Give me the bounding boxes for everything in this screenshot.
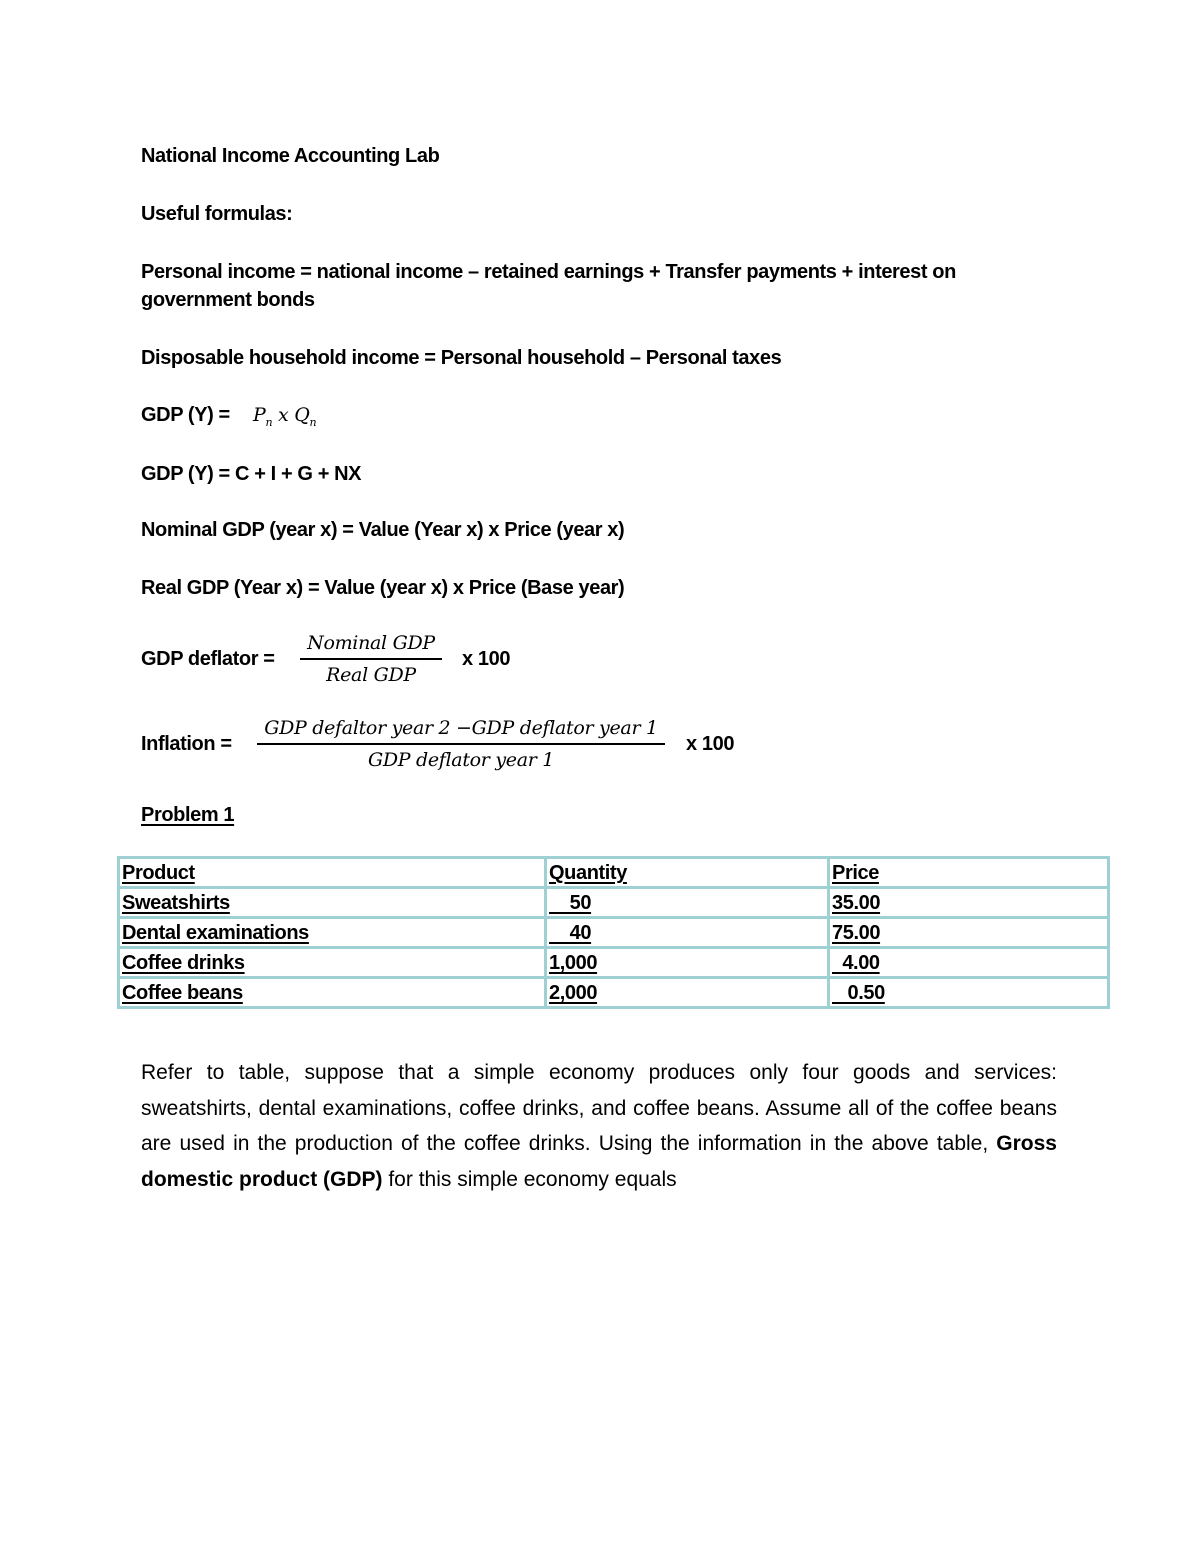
table-row xyxy=(119,948,1109,978)
table-cell xyxy=(546,978,829,1008)
problem-text-end: for this simple economy equals xyxy=(382,1167,677,1191)
table-cell xyxy=(119,978,546,1008)
table-cell xyxy=(119,948,546,978)
product-price: 0.50 xyxy=(832,982,885,1004)
header-cell xyxy=(546,858,829,888)
table-row xyxy=(119,918,1109,948)
nominal-gdp-formula: Nominal GDP (year x) = Value (Year x) x Price (year x) xyxy=(141,519,625,541)
header-price: Price xyxy=(832,862,879,884)
gdp-deflator-numerator: Nominal GDP xyxy=(307,632,435,654)
header-cell xyxy=(829,858,1109,888)
table-cell xyxy=(119,888,546,918)
products-table xyxy=(117,856,1110,1009)
table-cell xyxy=(546,948,829,978)
problem-text: Refer to table, suppose that a simple economy produces only four goods and services: sweatshirts, dental examinations, coffee drinks, and coffee beans. Assume all of the coffee beans are used in the production of the coffee drinks. Using the information in the above table, xyxy=(141,1061,1057,1155)
quantity-symbol: Q xyxy=(294,404,310,426)
problem-bold-term: Gross domestic product (GDP) xyxy=(141,1132,1057,1191)
product-quantity: 40 xyxy=(549,922,592,944)
quantity-subscript: n xyxy=(309,415,317,429)
page-title: National Income Accounting Lab xyxy=(141,145,440,167)
gdp-deflator-multiplier: x 100 xyxy=(462,648,511,670)
fraction-bar xyxy=(257,743,665,745)
table-cell xyxy=(829,888,1109,918)
price-symbol: P xyxy=(253,404,266,426)
inflation-denominator: GDP deflator year 1 xyxy=(367,749,555,771)
product-price: 75.00 xyxy=(832,922,881,944)
table-header-row xyxy=(119,858,1109,888)
gdp-deflator-fraction xyxy=(300,629,442,689)
personal-income-formula-line2: government bonds xyxy=(141,289,315,311)
useful-formulas-heading: Useful formulas: xyxy=(141,203,293,225)
real-gdp-formula: Real GDP (Year x) = Value (year x) x Price (Base year) xyxy=(141,577,625,599)
price-subscript: n xyxy=(265,415,273,429)
fraction-bar xyxy=(300,658,442,660)
table-cell xyxy=(829,918,1109,948)
gdp-pq-expression xyxy=(253,404,317,429)
header-quantity: Quantity xyxy=(549,862,627,884)
personal-income-formula-line1: Personal income = national income – retained earnings + Transfer payments + interest on xyxy=(141,261,956,283)
gdp-pq-label: GDP (Y) = xyxy=(141,404,230,426)
gdp-deflator-label: GDP deflator = xyxy=(141,648,275,670)
product-name: Coffee beans xyxy=(122,982,243,1004)
table-cell xyxy=(119,918,546,948)
product-price: 35.00 xyxy=(832,892,881,914)
inflation-numerator: GDP defaltor year 2 −GDP deflator year 1 xyxy=(264,717,658,739)
gdp-expenditure-formula: GDP (Y) = C + I + G + NX xyxy=(141,463,362,485)
header-product: Product xyxy=(122,862,195,884)
product-quantity: 2,000 xyxy=(549,982,598,1004)
table-cell xyxy=(829,948,1109,978)
table-cell xyxy=(546,888,829,918)
product-quantity: 1,000 xyxy=(549,952,598,974)
table-row xyxy=(119,888,1109,918)
times-symbol: x xyxy=(278,404,289,426)
product-name: Dental examinations xyxy=(122,922,309,944)
table-cell xyxy=(546,918,829,948)
product-quantity: 50 xyxy=(549,892,592,914)
inflation-fraction xyxy=(257,714,665,774)
product-name: Coffee drinks xyxy=(122,952,245,974)
problem-heading: Problem 1 xyxy=(141,804,235,826)
gdp-price-quantity-formula xyxy=(141,401,316,437)
product-price: 4.00 xyxy=(832,952,880,974)
inflation-multiplier: x 100 xyxy=(686,733,735,755)
problem-description xyxy=(141,1055,1057,1197)
gdp-deflator-denominator: Real GDP xyxy=(326,664,416,686)
inflation-label: Inflation = xyxy=(141,733,232,755)
table-row xyxy=(119,978,1109,1008)
disposable-income-formula: Disposable household income = Personal household – Personal taxes xyxy=(141,347,782,369)
header-cell xyxy=(119,858,546,888)
table-cell xyxy=(829,978,1109,1008)
product-name: Sweatshirts xyxy=(122,892,230,914)
